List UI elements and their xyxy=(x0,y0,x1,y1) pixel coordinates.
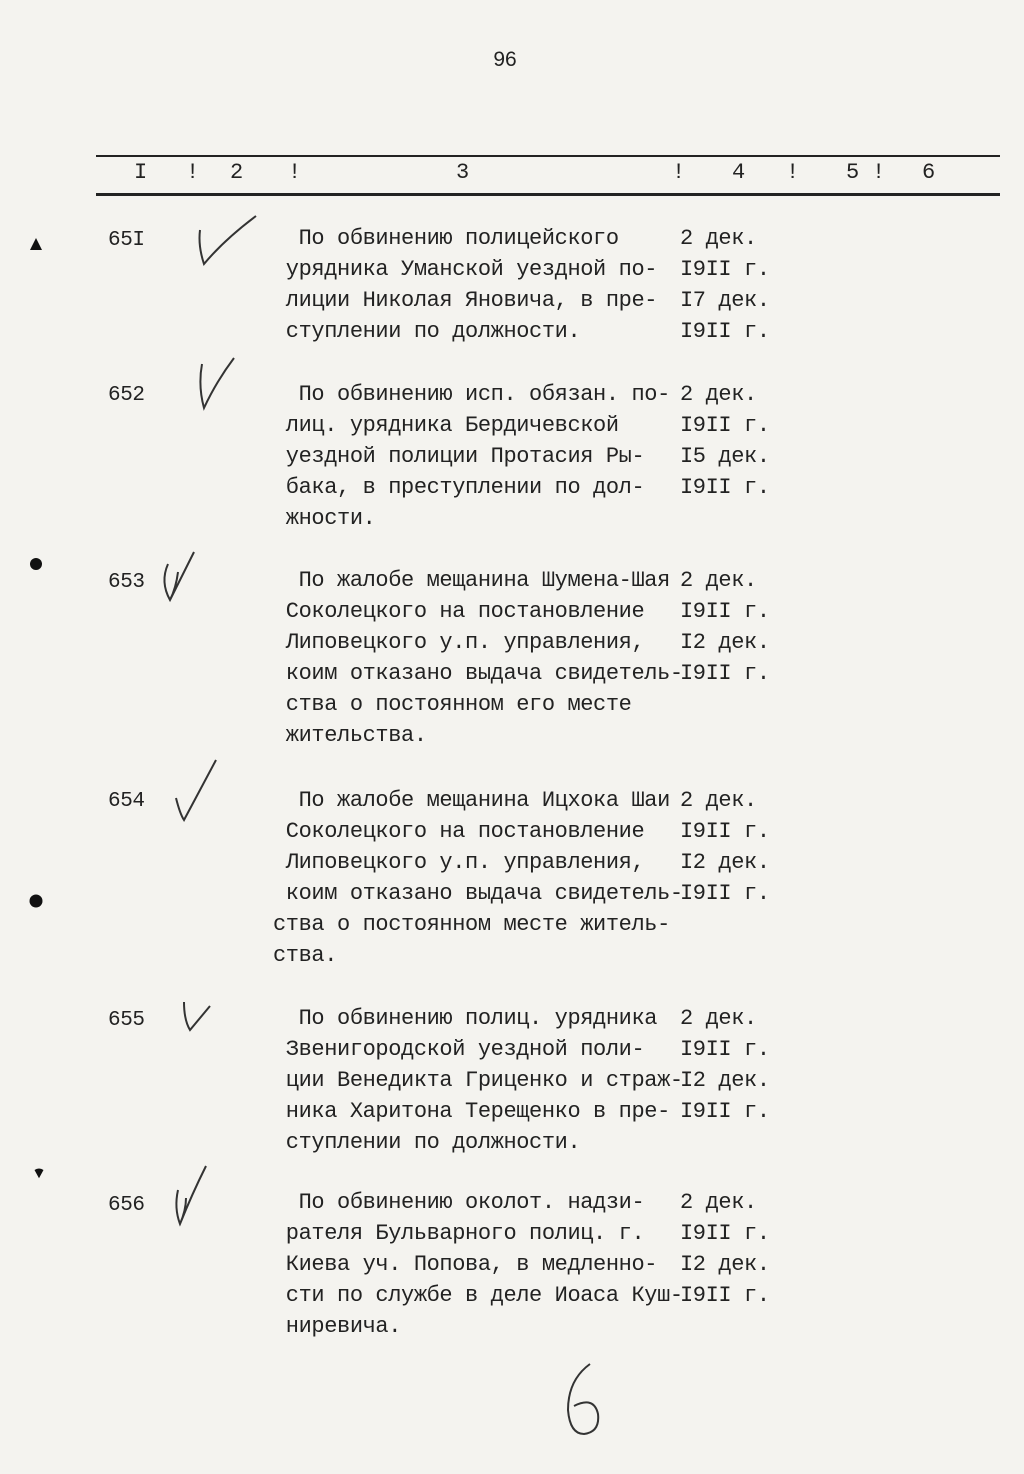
punch-hole-icon xyxy=(28,556,44,572)
entry-number: 654 xyxy=(108,790,145,813)
entry-number: 65I xyxy=(108,229,145,252)
header-col-4: 4 xyxy=(732,160,746,185)
checkmark-icon xyxy=(180,998,214,1034)
header-col-3: 3 xyxy=(456,160,470,185)
punch-hole-icon xyxy=(28,236,44,252)
handwritten-sheet-number xyxy=(560,1360,610,1445)
entry-dates: 2 дек. I9II г. I2 дек. I9II г. xyxy=(680,1190,770,1308)
page-number: 96 xyxy=(493,48,517,71)
checkmark-icon xyxy=(194,212,260,270)
header-col-5: 5 xyxy=(846,160,860,185)
entry-dates: 2 дек. I9II г. I2 дек. I9II г. xyxy=(680,568,770,686)
punch-hole-icon xyxy=(28,893,44,909)
header-separator: ! xyxy=(872,160,886,185)
header-col-1: I xyxy=(134,160,148,185)
header-col-6: 6 xyxy=(922,160,936,185)
header-col-2: 2 xyxy=(230,160,244,185)
entry-number: 655 xyxy=(108,1009,145,1032)
header-separator: ! xyxy=(288,160,302,185)
punch-hole-icon xyxy=(33,1166,45,1180)
entry-dates: 2 дек. I9II г. I2 дек. I9II г. xyxy=(680,788,770,906)
checkmark-icon xyxy=(170,1164,212,1228)
entry-dates: 2 дек. I9II г. I2 дек. I9II г. xyxy=(680,1006,770,1124)
header-separator: ! xyxy=(186,160,200,185)
header-separator: ! xyxy=(786,160,800,185)
header-separator: ! xyxy=(672,160,686,185)
table-top-rule xyxy=(96,155,1000,157)
entry-dates: 2 дек. I9II г. I5 дек. I9II г. xyxy=(680,382,770,500)
checkmark-icon xyxy=(172,758,222,824)
checkmark-icon xyxy=(158,548,200,606)
checkmark-icon xyxy=(196,356,240,412)
entry-dates: 2 дек. I9II г. I7 дек. I9II г. xyxy=(680,226,770,344)
entry-description: По жалобе мещанина Ицхока Шаи Соколецкого на постановление Липовецкого у.п. управления, коим отказано выдача свидетель- ства о постоянном месте житель- ства. xyxy=(273,788,683,968)
entry-description: По обвинению полиц. урядника Звенигородской уездной поли- ции Венедикта Гриценко и страж- ника Харитона Терещенко в пре- ступлении по должности. xyxy=(285,1006,683,1155)
entry-number: 656 xyxy=(108,1194,145,1217)
entry-description: По обвинению околот. надзи- рателя Бульварного полиц. г. Киева уч. Попова, в медленно- сти по службе в деле Иоаса Куш- ниревича. xyxy=(285,1190,683,1339)
table-bottom-rule xyxy=(96,193,1000,196)
entry-number: 652 xyxy=(108,384,145,407)
entry-description: По обвинению исп. обязан. по- лиц. урядника Бердичевской уездной полиции Протасия Ры- бака, в преступлении по дол- жности. xyxy=(285,382,670,531)
entry-description: По обвинению полицейского урядника Уманской уездной по- лиции Николая Яновича, в пре- ступлении по должности. xyxy=(285,226,658,344)
entry-description: По жалобе мещанина Шумена-Шая Соколецкого на постановление Липовецкого у.п. управления, коим отказано выдача свидетель- ства о постоянном его месте жительства. xyxy=(285,568,683,748)
entry-number: 653 xyxy=(108,571,145,594)
